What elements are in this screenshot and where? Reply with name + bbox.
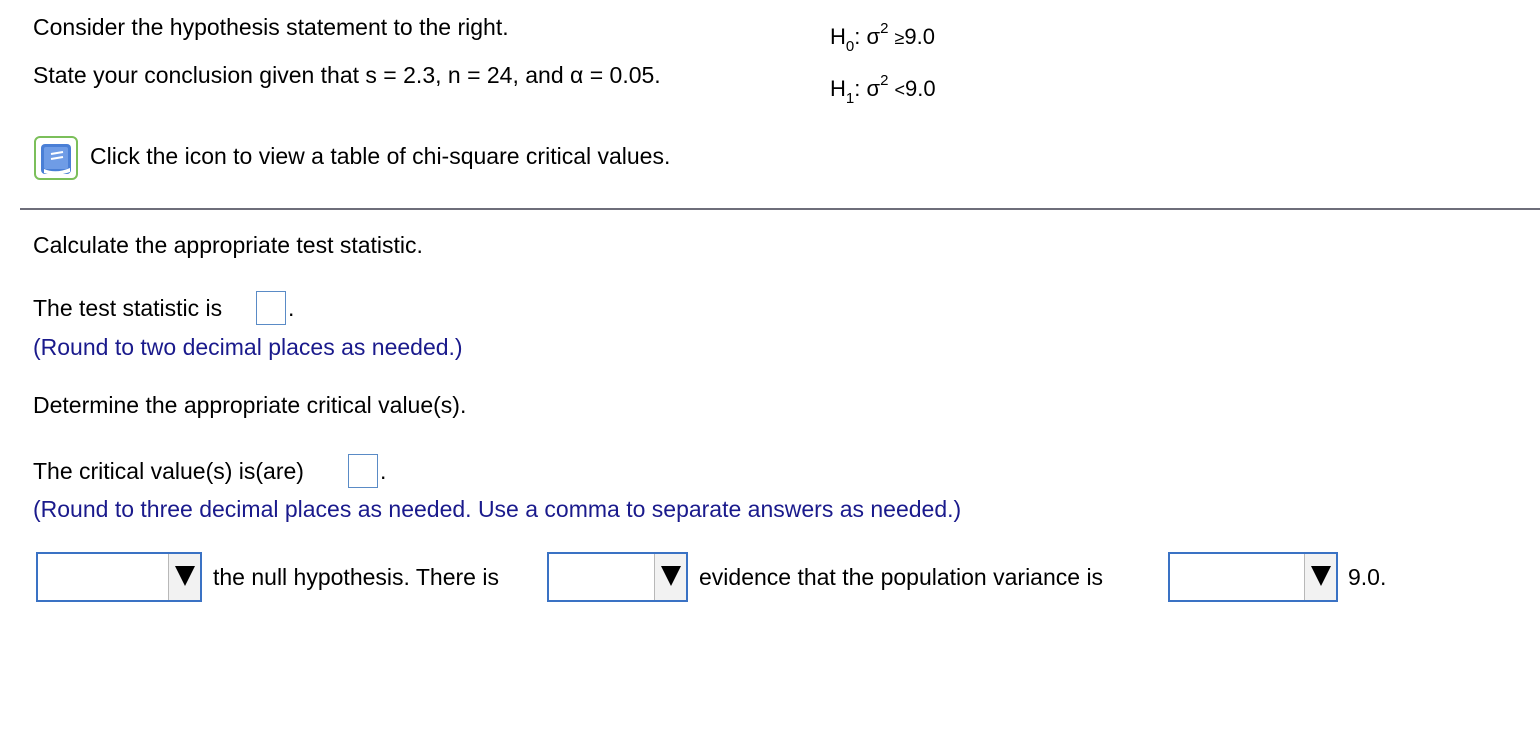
variance-comparison-dropdown[interactable] — [1168, 552, 1338, 602]
critical-period: . — [380, 458, 387, 484]
evidence-arrow[interactable] — [654, 554, 686, 600]
h1-sigma: σ — [866, 76, 881, 101]
test-stat-period: . — [288, 295, 295, 321]
chi-square-table-button[interactable] — [34, 136, 78, 180]
h1-exponent: 2 — [880, 72, 889, 89]
h0-subscript: 0 — [845, 38, 855, 55]
prompt-line-1: Consider the hypothesis statement to the right. — [33, 14, 509, 40]
evidence-dropdown[interactable] — [547, 552, 688, 602]
h1-letter: H — [830, 76, 846, 101]
dropdown-arrow-icon — [661, 566, 681, 586]
null-hypothesis — [830, 20, 936, 55]
prompt-line-2: State your conclusion given that s = 2.3, n = 24, and α = 0.05. — [33, 62, 661, 88]
test-stat-hint: (Round to two decimal places as needed.) — [33, 334, 463, 360]
h1-operator: < — [894, 80, 906, 100]
critical-hint: (Round to three decimal places as needed. Use a comma to separate answers as needed.) — [33, 496, 962, 522]
test-stat-label: The test statistic is — [33, 295, 223, 321]
critical-heading: Determine the appropriate critical value(s). — [33, 392, 467, 418]
section-divider — [20, 208, 1540, 210]
h0-separator: : — [854, 24, 861, 49]
conclusion-text-2: evidence that the population variance is — [699, 564, 1104, 590]
h0-value: 9.0 — [904, 24, 936, 49]
h0-letter: H — [830, 24, 846, 49]
table-link-text: Click the icon to view a table of chi-square critical values. — [90, 143, 671, 169]
conclusion-text-3: 9.0. — [1348, 564, 1387, 590]
book-icon — [39, 141, 75, 177]
h0-operator: ≥ — [894, 28, 905, 48]
h0-sigma: σ — [866, 24, 881, 49]
calc-heading: Calculate the appropriate test statistic. — [33, 232, 423, 258]
variance-comparison-arrow[interactable] — [1304, 554, 1336, 600]
test-stat-input[interactable] — [256, 291, 286, 325]
dropdown-arrow-icon — [1311, 566, 1331, 586]
critical-value-input[interactable] — [348, 454, 378, 488]
dropdown-arrow-icon — [175, 566, 195, 586]
h1-separator: : — [854, 76, 861, 101]
reject-decision-arrow[interactable] — [168, 554, 200, 600]
conclusion-text-1: the null hypothesis. There is — [213, 564, 499, 590]
critical-label: The critical value(s) is(are) — [33, 458, 304, 484]
h1-subscript: 1 — [845, 90, 855, 107]
alternative-hypothesis — [830, 72, 936, 107]
reject-decision-dropdown[interactable] — [36, 552, 202, 602]
h1-value: 9.0 — [905, 76, 936, 101]
h0-exponent: 2 — [880, 20, 889, 37]
